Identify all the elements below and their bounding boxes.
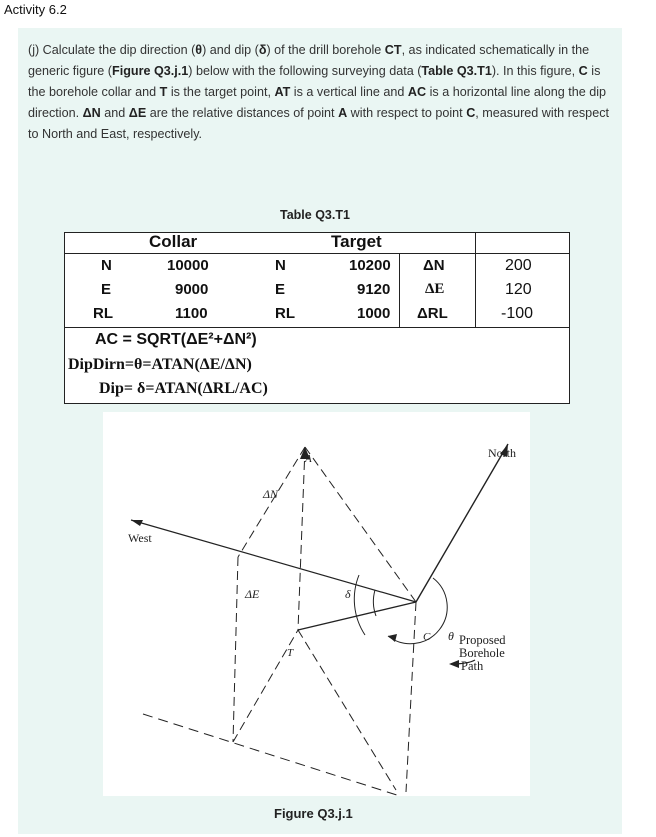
question-text-part: ) below with the following surveying data (: [188, 64, 422, 78]
question-text-part: and: [100, 106, 129, 120]
term-delta-n: ΔN: [82, 106, 101, 120]
question-text-part: , measured with respect to North and East, respectively.: [28, 106, 609, 141]
north-line: [416, 444, 508, 602]
collar-n-value: 10000: [167, 257, 209, 274]
borehole-diagram: [103, 412, 530, 796]
base-line: [143, 714, 403, 796]
question-text-part: is a horizontal line along the dip direction.: [28, 85, 607, 120]
formula-dip: Dip= δ=ATAN(ΔRL/AC): [99, 380, 268, 397]
collar-header: Collar: [149, 232, 198, 251]
label-theta: θ: [448, 629, 454, 643]
question-text: [28, 40, 614, 145]
term-a: A: [338, 106, 348, 120]
collar-rl-value: 1100: [175, 305, 208, 322]
target-n-value: 10200: [349, 257, 391, 274]
row-label-rl: RL: [93, 305, 113, 322]
theta-arc: [388, 578, 447, 644]
formula-dip-direction: DipDirn=θ=ATAN(ΔE/ΔN): [68, 356, 252, 373]
west-line: [131, 520, 416, 602]
target-header: Target: [331, 232, 382, 251]
label-delta-n: ΔN: [263, 487, 279, 501]
vertical-c-line: [406, 602, 416, 792]
question-text-part: is a vertical line and: [290, 85, 408, 99]
label-borehole: Borehole: [459, 646, 505, 660]
question-panel: [18, 28, 622, 834]
activity-title: Activity 6.2: [4, 2, 67, 17]
term-c: C: [578, 64, 588, 78]
theta-symbol: θ: [195, 43, 203, 57]
question-text-part: ) and dip (: [202, 43, 259, 57]
line-ca: [305, 447, 416, 602]
row-label-n: N: [101, 257, 112, 274]
term-t: T: [159, 85, 168, 99]
question-text-part: ) of the drill borehole: [266, 43, 385, 57]
survey-data-table: [64, 232, 570, 404]
question-text-part: is the target point,: [167, 85, 275, 99]
table-divider: [399, 253, 400, 327]
label-north: North: [488, 446, 516, 460]
question-text-part: are the relative distances of point: [146, 106, 339, 120]
row-label-e: E: [101, 281, 112, 298]
term-c: C: [466, 106, 476, 120]
target-label-rl: RL: [275, 305, 295, 322]
delta-arc-outer: [354, 575, 365, 635]
question-text-part: ). In this figure,: [491, 64, 579, 78]
west-arrow-icon: [131, 520, 143, 526]
term-ct: CT: [384, 43, 402, 57]
term-delta-e: ΔE: [128, 106, 147, 120]
figure-reference: Figure Q3.j.1: [112, 64, 189, 78]
label-a: A: [305, 453, 312, 465]
borehole-figure: [103, 412, 530, 796]
proposed-arrow-icon: [449, 660, 459, 668]
delta-symbol: δ: [258, 43, 267, 57]
label-proposed: Proposed: [459, 633, 506, 647]
question-text-part: with respect to point: [347, 106, 467, 120]
label-path: Path: [461, 659, 484, 673]
target-label-n: N: [275, 257, 286, 274]
table-divider: [65, 253, 569, 254]
table-caption: Table Q3.T1: [280, 208, 350, 222]
label-west: West: [128, 531, 152, 545]
line-at: [298, 447, 305, 630]
delta-n-value: 200: [505, 257, 532, 274]
term-ac: AC: [407, 85, 427, 99]
figure-caption: Figure Q3.j.1: [274, 806, 353, 821]
target-label-e: E: [275, 281, 286, 298]
label-t: T: [287, 647, 294, 659]
table-divider: [65, 327, 569, 328]
label-delta-e: ΔE: [245, 587, 260, 601]
target-e-value: 9120: [357, 281, 391, 298]
table-reference: Table Q3.T1: [421, 64, 492, 78]
delta-e-value: 120: [505, 281, 532, 298]
table-divider: [475, 233, 476, 327]
target-rl-value: 1000: [357, 305, 391, 322]
label-delta: δ: [345, 587, 351, 601]
delta-e-label: ΔE: [425, 281, 445, 297]
delta-rl-value: -100: [501, 305, 534, 322]
delta-n-label: ΔN: [423, 257, 445, 274]
delta-e-line: [233, 557, 238, 742]
question-text-part: , as indicated schematically in the generic figure (: [28, 43, 590, 78]
question-text-part: (j) Calculate the dip direction (: [28, 43, 196, 57]
borehole-path-line: [298, 602, 416, 630]
line-a-de: [238, 447, 305, 557]
formula-ac: AC = SQRT(ΔE²+ΔN²): [95, 331, 257, 348]
label-c: C: [423, 631, 431, 643]
delta-rl-label: ΔRL: [417, 305, 448, 322]
collar-e-value: 9000: [175, 281, 209, 298]
term-at: AT: [274, 85, 291, 99]
line-t-bottom: [298, 630, 396, 790]
question-text-part: is the borehole collar and: [28, 64, 601, 99]
